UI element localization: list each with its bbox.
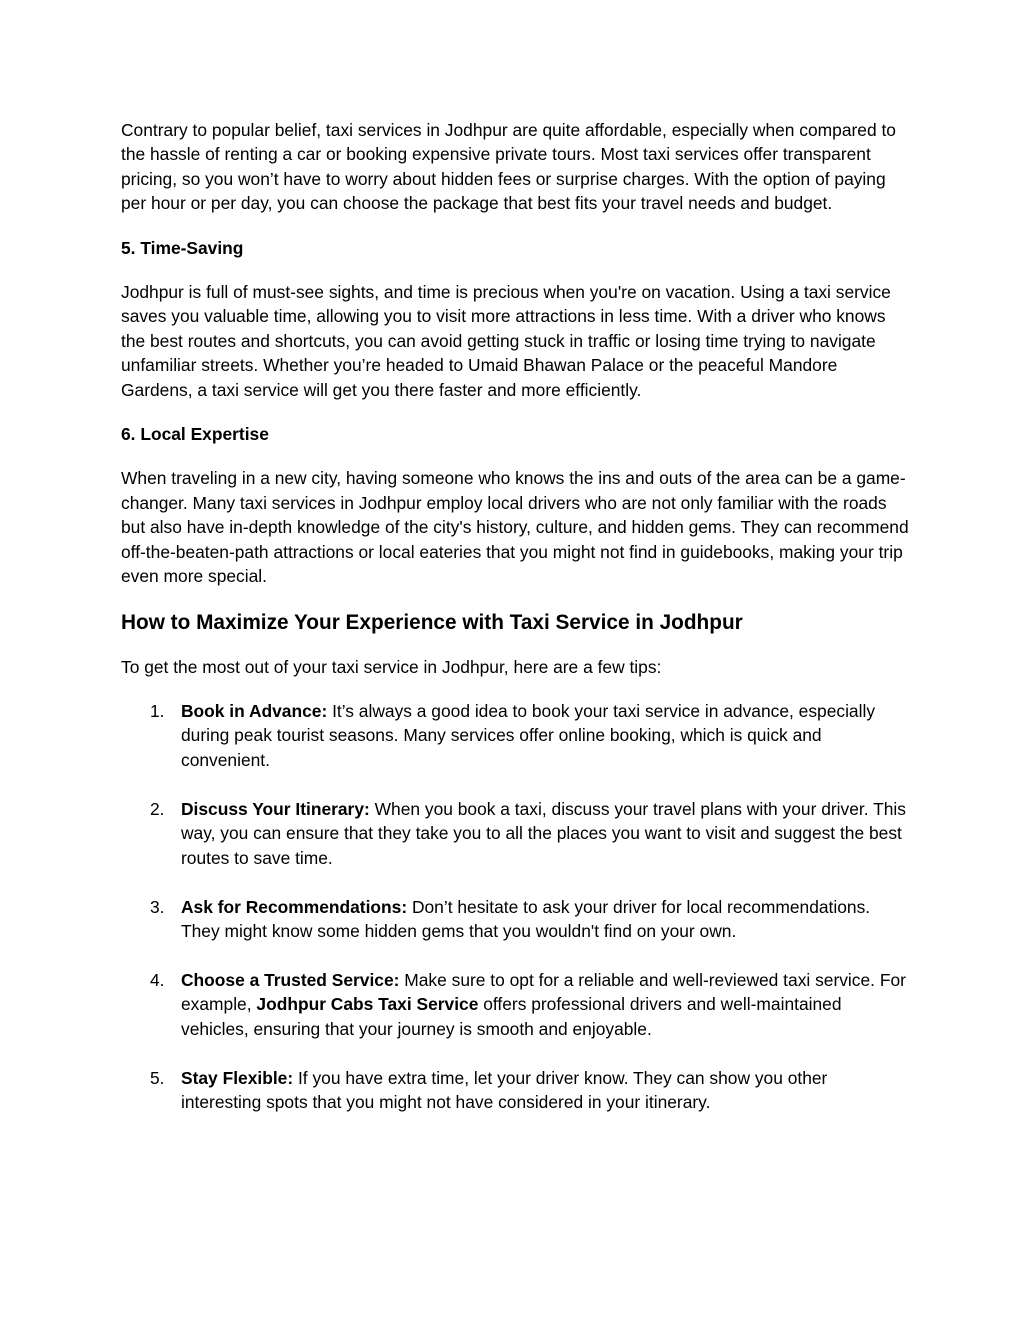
section-text-time-saving: Jodhpur is full of must-see sights, and time is precious when you're on vacation. Using a taxi service saves you valuable time, allowing you to visit more attractions in less time. With a driver who knows the best routes and shortcuts, you can avoid getting stuck in traffic or losing time trying to navigate unfamiliar streets. Whether you’re headed to Umaid Bhawan Palace or the peaceful Mandore Gardens, a taxi service will get you there faster and more efficiently.: [121, 282, 891, 400]
list-item: [121, 1066, 911, 1115]
page-title: How to Maximize Your Experience with Taxi Service in Jodhpur: [121, 610, 743, 634]
tip-label: Choose a Trusted Service:: [181, 969, 400, 990]
list-item: [121, 895, 911, 944]
tips-list: [121, 699, 911, 1115]
tip-label: Discuss Your Itinerary:: [181, 798, 370, 819]
tip-text: Don’t hesitate to ask your driver for local recommendations. They might know some hidden gems that you wouldn't find on your own.: [181, 896, 871, 941]
list-item: [121, 968, 911, 1041]
tip-label: Ask for Recommendations:: [181, 896, 408, 917]
list-number: 1.: [150, 700, 165, 721]
list-number: 2.: [150, 798, 165, 819]
tip-text: Make sure to opt for a reliable and well-reviewed taxi service. For example,: [181, 969, 906, 1015]
tip-text: If you have extra time, let your driver know. They can show you other interesting spots that you might not have considered in your itinerary.: [181, 1067, 828, 1113]
list-item: [121, 797, 911, 870]
document-page: [121, 118, 911, 1139]
tip-text: When you book a taxi, discuss your travel plans with your driver. This way, you can ensure that they take you to all the places you want to visit and suggest the best routes to save time.: [181, 798, 906, 868]
list-number: 3.: [150, 896, 165, 917]
tips-lead: To get the most out of your taxi service in Jodhpur, here are a few tips:: [121, 656, 662, 677]
tip-text-continued: offers professional drivers and well-maintained vehicles, ensuring that your journey is smooth and enjoyable.: [181, 994, 842, 1039]
section-heading-time-saving: 5. Time-Saving: [121, 237, 244, 258]
section-text-local-expertise: When traveling in a new city, having someone who knows the ins and outs of the area can be a game-changer. Many taxi services in Jodhpur employ local drivers who are not only familiar with the roads but also have in-depth knowledge of the city's history, culture, and hidden gems. They can recommend off-the-beaten-path attractions or local eateries that you might not find in guidebooks, making your trip even more special.: [121, 468, 909, 587]
tip-label: Stay Flexible:: [181, 1067, 294, 1088]
intro-paragraph: Contrary to popular belief, taxi services in Jodhpur are quite affordable, especially when compared to the hassle of renting a car or booking expensive private tours. Most taxi services offer transparent pricing, so you won’t have to worry about hidden fees or surprise charges. With the option of paying per hour or per day, you can choose the package that best fits your travel needs and budget.: [121, 120, 896, 214]
list-number: 4.: [150, 969, 165, 990]
tip-text: It’s always a good idea to book your taxi service in advance, especially during peak tourist seasons. Many services offer online booking, which is quick and convenient.: [181, 700, 876, 770]
tip-label: Book in Advance:: [181, 700, 328, 721]
brand-name: Jodhpur Cabs Taxi Service: [256, 994, 479, 1015]
section-heading-local-expertise: 6. Local Expertise: [121, 424, 269, 445]
list-number: 5.: [150, 1067, 165, 1088]
list-item: [121, 699, 911, 772]
